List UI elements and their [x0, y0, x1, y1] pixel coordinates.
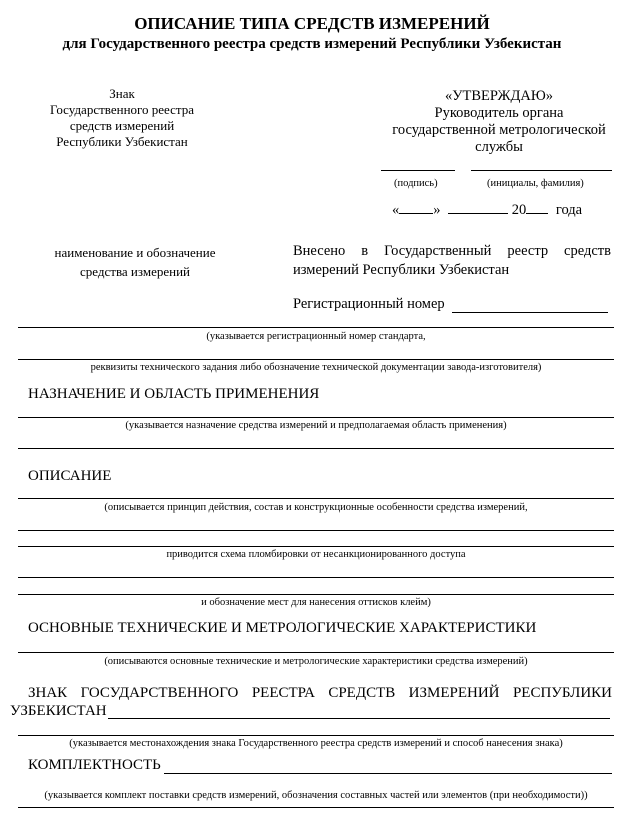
initials-label: (инициалы, фамилия) — [487, 178, 584, 189]
approval-date — [392, 201, 582, 219]
reg-number-line[interactable] — [18, 327, 614, 328]
description-line[interactable] — [18, 594, 614, 595]
signature-label: (подпись) — [394, 178, 438, 189]
date-day-field[interactable] — [399, 201, 433, 214]
registry-sign-block — [22, 86, 222, 150]
instrument-name-line: наименование и обозначение — [54, 245, 216, 260]
date-open-quote: « — [392, 202, 400, 218]
seal-note: приводится схема пломбировки от несанкционированного доступа — [166, 549, 466, 560]
registry-sign-field[interactable] — [108, 718, 610, 719]
description-note: (описывается принцип действия, состав и конструкционные особенности средства измерений, — [104, 502, 528, 513]
completeness-note: (указывается комплект поставки средств измерений, обозначения составных частей или элементов (при необходимости)) — [44, 790, 588, 801]
completeness-line[interactable] — [18, 807, 614, 808]
reg-number-label: Регистрационный номер — [293, 296, 445, 312]
registry-sign-line: Знак — [109, 86, 135, 101]
approval-title: «УТВЕРЖДАЮ» — [445, 88, 553, 104]
section-description: ОПИСАНИЕ — [28, 468, 112, 484]
registry-entry-line: Внесено в Государственный реестр средств — [293, 243, 611, 259]
approval-line: службы — [475, 139, 523, 155]
purpose-line[interactable] — [18, 417, 614, 418]
approval-line: Руководитель органа — [434, 105, 564, 121]
registry-sign-line: средств измерений — [69, 118, 175, 133]
section-characteristics: ОСНОВНЫЕ ТЕХНИЧЕСКИЕ И МЕТРОЛОГИЧЕСКИЕ ХАРАКТЕРИСТИКИ — [28, 620, 537, 636]
characteristics-line[interactable] — [18, 652, 614, 653]
date-close-quote: » — [433, 202, 441, 218]
description-line[interactable] — [18, 530, 614, 531]
approval-block — [378, 88, 620, 156]
registry-sign-line: Государственного реестра — [49, 102, 195, 117]
section-completeness: КОМПЛЕКТНОСТЬ — [28, 757, 161, 773]
description-line[interactable] — [18, 546, 614, 547]
tech-doc-note: реквизиты технического задания либо обозначение технической документации завода-изготовителя) — [90, 362, 542, 373]
document-subtitle: для Государственного реестра средств измерений Республики Узбекистан — [62, 36, 562, 52]
section-registry-sign-cont: УЗБЕКИСТАН — [10, 703, 107, 719]
date-year-word: года — [555, 202, 583, 218]
document-title: ОПИСАНИЕ ТИПА СРЕДСТВ ИЗМЕРЕНИЙ — [134, 14, 490, 33]
characteristics-note: (описываются основные технические и метрологические характеристики средства измерений) — [104, 656, 528, 667]
instrument-name-line: средства измерений — [80, 264, 190, 279]
approval-line: государственной метрологической — [392, 122, 606, 138]
registry-sign-line: Республики Узбекистан — [56, 134, 188, 149]
sign-location-note: (указывается местонахождения знака Государственного реестра средств измерений и способ нанесения знака) — [69, 738, 563, 749]
signature-line[interactable] — [381, 170, 455, 171]
registry-sign-line[interactable] — [18, 735, 614, 736]
section-registry-sign: ЗНАК ГОСУДАРСТВЕННОГО РЕЕСТРА СРЕДСТВ ИЗМЕРЕНИЙ РЕСПУБЛИКИ — [28, 685, 612, 701]
date-century: 20 — [511, 202, 527, 218]
reg-number-note: (указывается регистрационный номер стандарта, — [206, 331, 426, 342]
description-line[interactable] — [18, 498, 614, 499]
tech-doc-line[interactable] — [18, 359, 614, 360]
registry-entry-line: измерений Республики Узбекистан — [293, 262, 510, 278]
instrument-name-label — [40, 243, 230, 281]
section-purpose: НАЗНАЧЕНИЕ И ОБЛАСТЬ ПРИМЕНЕНИЯ — [28, 386, 320, 402]
purpose-note: (указывается назначение средства измерений и предполагаемая область применения) — [125, 420, 507, 431]
description-line[interactable] — [18, 577, 614, 578]
marks-note: и обозначение мест для нанесения оттисков клейм) — [201, 597, 431, 608]
initials-line[interactable] — [471, 170, 612, 171]
reg-number-field[interactable] — [452, 312, 608, 313]
completeness-field[interactable] — [164, 773, 612, 774]
date-year-field[interactable] — [526, 201, 548, 214]
purpose-line[interactable] — [18, 448, 614, 449]
date-month-field[interactable] — [448, 201, 508, 214]
